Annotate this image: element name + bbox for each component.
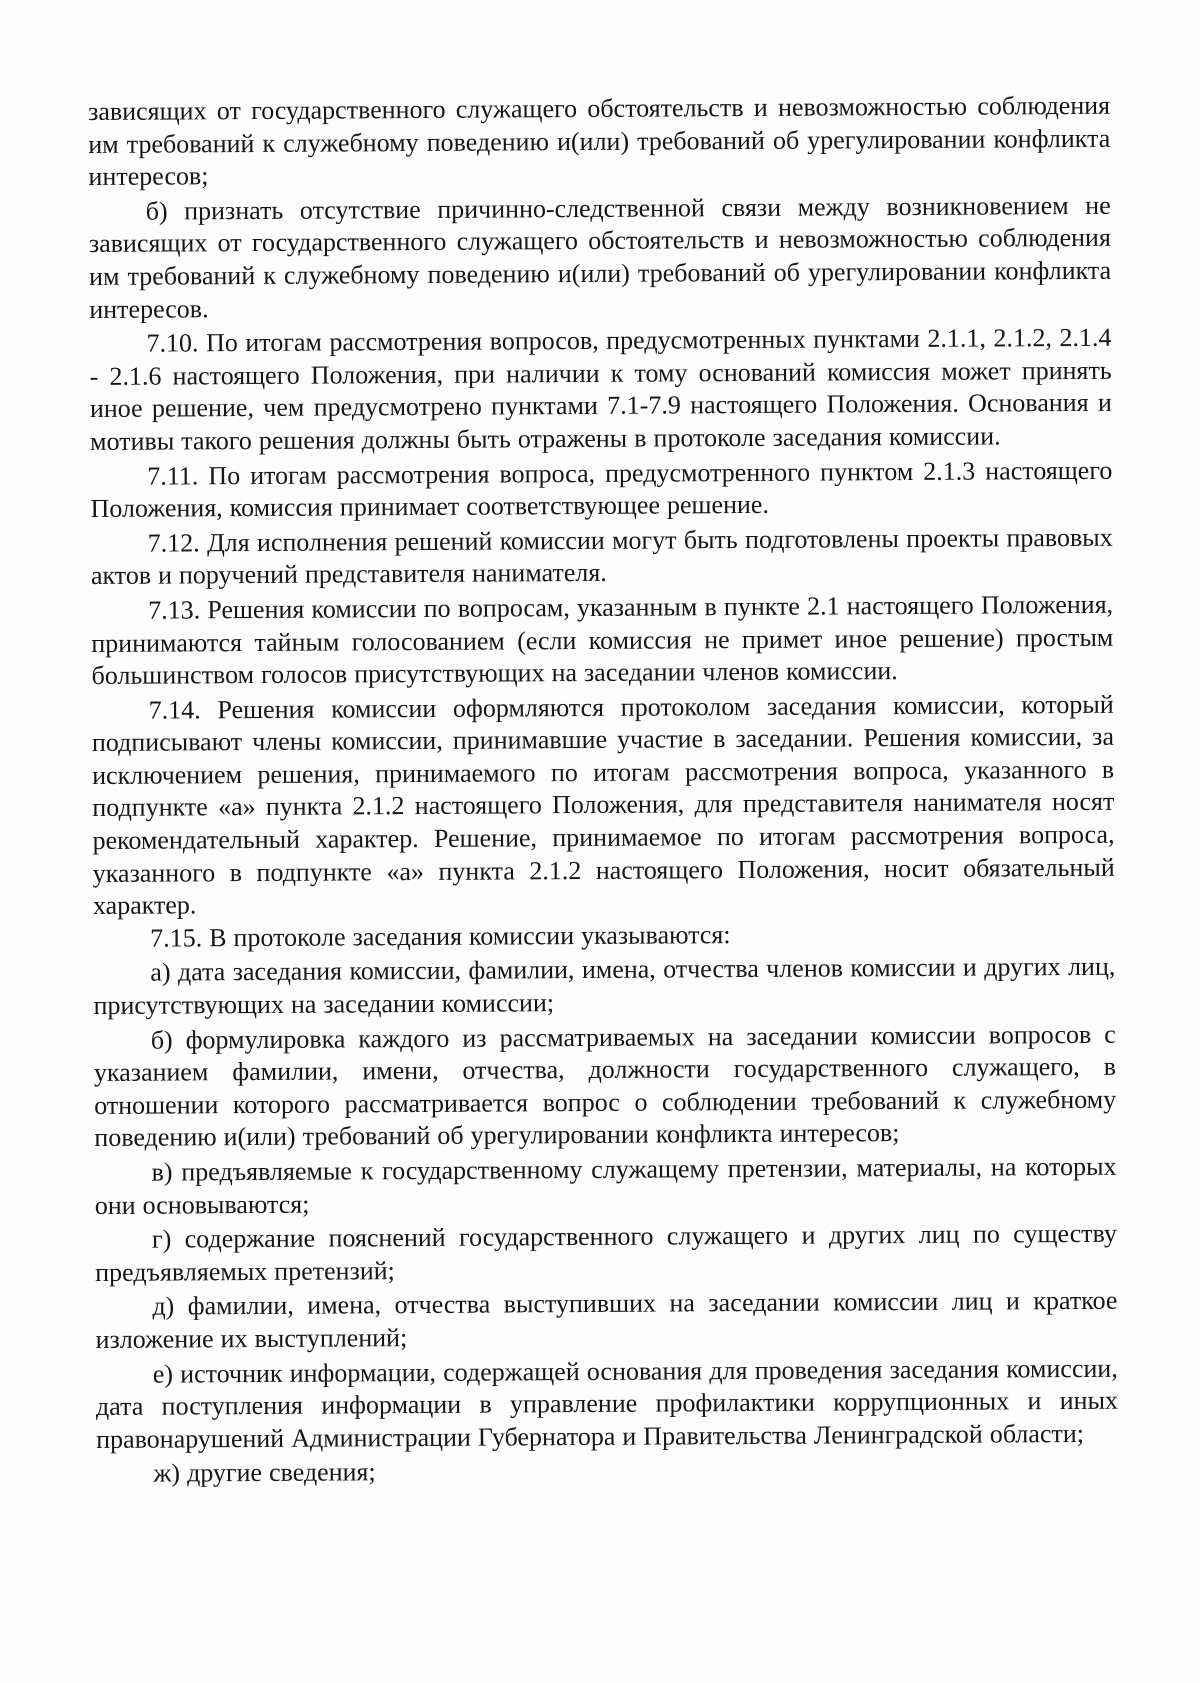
list-item-a: а) дата заседания комиссии, фамилии, имена, отчества членов комиссии и других лиц, присутствующих на заседании комиссии;	[93, 952, 1116, 1021]
paragraph-7-10: 7.10. По итогам рассмотрения вопросов, предусмотренных пунктами 2.1.1, 2.1.2, 2.1.4 - 2.1.6 настоящего Положения, при наличии к тому оснований комиссия может принять иное решение, чем предусмотрено пунктами 7.1-7.9 настоящего Положения. Основания и мотивы такого решения должны быть отражены в протоколе заседания комиссии.	[89, 322, 1112, 456]
paragraph-7-12: 7.12. Для исполнения решений комиссии могут быть подготовлены проекты правовых актов и поручений представителя нанимателя.	[90, 522, 1113, 591]
paragraph-7-13: 7.13. Решения комиссии по вопросам, указанным в пункте 2.1 настоящего Положения, принимаются тайным голосованием (если комиссия не примет иное решение) простым большинством голосов присутствующих на заседании членов комиссии.	[91, 589, 1114, 691]
list-item-g: г) содержание пояснений государственного служащего и других лиц по существу предъявляемых претензий;	[95, 1218, 1118, 1287]
paragraph-continuation: зависящих от государственного служащего обстоятельств и невозможностью соблюдения им требований к служебному поведению и(или) требований об урегулировании конфликта интересов;	[88, 90, 1111, 192]
list-item-d: д) фамилии, имена, отчества выступивших на заседании комиссии лиц и краткое изложение их выступлений;	[95, 1286, 1118, 1354]
list-item-b: б) формулировка каждого из рассматриваемых на заседании комиссии вопросов с указанием фамилии, имени, отчества, должности государственного служащего, в отношении которого рассматривается вопрос о соблюдении требований к служебному поведению и(или) требований об урегулировании конфликта интересов;	[93, 1019, 1117, 1153]
list-item-e: е) источник информации, содержащей основания для проведения заседания комиссии, дата поступления информации в управление профилактики коррупционных и иных правонарушений Администрации Губернатора и Правительства Ленинградской области;	[95, 1353, 1119, 1454]
paragraph-7-14: 7.14. Решения комиссии оформляются протоколом заседания комиссии, который подписывают члены комиссии, принимавшие участие в заседании. Решения комиссии, за исключением решения, принимаемого по итогам рассмотрения вопроса, указанного в подпункте «а» пункта 2.1.2 настоящего Положения, для представителя нанимателя носят рекомендательный характер. Решение, принимаемое по итогам рассмотрения вопроса, указанного в подпункте «а» пункта 2.1.2 настоящего Положения, носит обязательный характер.	[91, 689, 1115, 921]
document-body	[88, 90, 1119, 1491]
paragraph-item-b-no-causal-link: б) признать отсутствие причинно-следственной связи между возникновением не зависящих от государственного служащего обстоятельств и невозможностью соблюдения им требований к служебному поведению и(или) требований об урегулировании конфликта интересов.	[88, 190, 1112, 324]
paragraph-7-11: 7.11. По итогам рассмотрения вопроса, предусмотренного пунктом 2.1.3 настоящего Положения, комиссия принимает соответствующее решение.	[90, 455, 1113, 524]
list-item-v: в) предъявляемые к государственному служащему претензии, материалы, на которых они основываются;	[94, 1151, 1117, 1220]
paragraph-7-15: 7.15. В протоколе заседания комиссии указываются:	[150, 919, 731, 953]
list-item-zh: ж) другие сведения;	[153, 1457, 376, 1488]
